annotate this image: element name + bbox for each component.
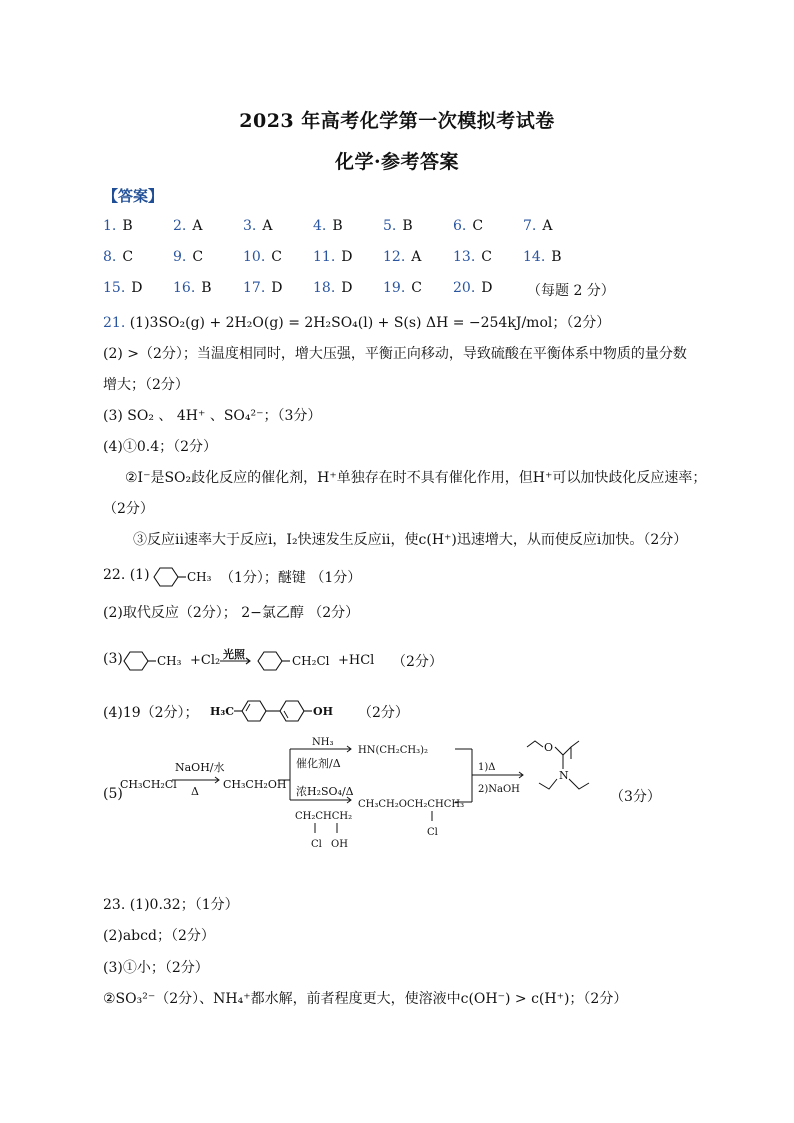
cond-heat: Δ [191, 785, 199, 798]
oh-label: OH [313, 705, 333, 718]
answers-tag: 【答案】 [103, 187, 164, 205]
mcq-answer [313, 218, 343, 234]
mcq-number: 19. [383, 280, 406, 296]
mcq-answer [173, 280, 212, 296]
mcq-answer [313, 249, 353, 265]
cond-catalyst: 催化剂/Δ [296, 757, 341, 770]
h3c-label: H₃C [210, 705, 234, 718]
mcq-answer [453, 280, 493, 296]
mcq-answer [243, 218, 272, 234]
mcq-letter: C [481, 249, 492, 265]
mcq-letter: A [262, 218, 273, 234]
chloropropanol-cl: Cl [311, 839, 322, 850]
step-naoh: 2)NaOH [478, 784, 520, 795]
mcq-answer [173, 249, 203, 265]
product-hcl: +HCl [338, 653, 375, 668]
mcq-number: 7. [523, 218, 537, 234]
light-condition: 光照 [223, 648, 245, 661]
q22-part5-score: （3分） [610, 789, 661, 805]
q22-part1-score: （1分）；醚键 （1分） [220, 570, 362, 586]
q21-equation: (1)3SO₂(g) + 2H₂O(g) = 2H₂SO₄(l) + S(s) ΔH = −254kJ/mol；（2分） [129, 315, 611, 331]
q21-part4-1: (4)①0.4；（2分） [103, 439, 218, 455]
mcq-letter: D [341, 249, 353, 265]
mcq-letter: C [411, 280, 422, 296]
q21-part2-line1: (2) >（2分）；当温度相同时，增大压强，平衡正向移动，导致硫酸在平衡体系中物质的量分数 [103, 346, 687, 362]
mcq-number: 14. [523, 249, 546, 265]
reagent-nh3: NH₃ [312, 737, 334, 748]
diethylamine: HN(CH₂CH₃)₂ [358, 745, 429, 756]
mcq-answer [523, 218, 552, 234]
mcq-number: 17. [243, 280, 266, 296]
q22-part3-prefix: (3) [103, 651, 123, 667]
q23-part3-2: ②SO₃²⁻（2分）、NH₄⁺都水解，前者程度更大，使溶液中c(OH⁻) > c(H⁺)；（2分） [103, 991, 628, 1007]
q22-part3-score: （2分） [392, 654, 443, 670]
mcq-answer [243, 249, 282, 265]
q23-part2: (2)abcd；（2分） [103, 928, 215, 944]
product-ch2cl: CH₂Cl [292, 654, 330, 668]
mcq-answer [313, 280, 353, 296]
q22-part4-score: （2分） [358, 705, 409, 721]
ethanol: CH₃CH₂OH [223, 778, 287, 791]
mcq-answer [103, 280, 143, 296]
step-heat: 1)Δ [478, 762, 496, 773]
mcq-letter: D [481, 280, 493, 296]
chloro-ether: CH₃CH₂OCH₂CHCH₃ [358, 799, 465, 810]
mcq-answer [453, 218, 483, 234]
mcq-answer [453, 249, 492, 265]
reagent-cl2: +Cl₂ [190, 653, 221, 668]
q22-part1-prefix: 22. (1) [103, 567, 150, 583]
mcq-answer [383, 218, 413, 234]
mcq-letter: A [192, 218, 203, 234]
reactant-ch3: CH₃ [157, 654, 182, 668]
mcq-answer [103, 218, 133, 234]
q21-part4-3: ③反应ii速率大于反应i，I₂快速发生反应ii，使c(H⁺)迅速增大，从而使反应i加快。（2分） [133, 532, 688, 548]
mcq-letter: C [271, 249, 282, 265]
mcq-answer [383, 249, 421, 265]
mcq-letter: D [341, 280, 353, 296]
mcq-number: 12. [383, 249, 406, 265]
product-n: N [559, 769, 569, 782]
q21-part3: (3) SO₂ 、 4H⁺ 、SO₄²⁻；（3分） [103, 408, 322, 424]
q21-part2-line2: 增大；（2分） [103, 377, 189, 393]
biphenyl-structure [210, 697, 360, 725]
q21-part1 [103, 312, 610, 332]
mcq-answer [523, 249, 562, 265]
exam-subtitle: 化学·参考答案 [334, 151, 460, 173]
q21-part4-2-score: （2分） [103, 501, 154, 517]
chloropropanol-oh: OH [331, 839, 348, 850]
mcq-number: 15. [103, 280, 126, 296]
mcq-letter: B [402, 218, 413, 234]
q23-part3: (3)①小；（2分） [103, 960, 209, 976]
mcq-number: 18. [313, 280, 336, 296]
mcq-letter: B [332, 218, 343, 234]
q23-part1: 23. (1)0.32；（1分） [103, 897, 239, 913]
mcq-number: 1. [103, 218, 117, 234]
q21-number: 21. [103, 315, 126, 331]
mcq-number: 5. [383, 218, 397, 234]
synthesis-route [115, 735, 675, 855]
product-o: O [544, 741, 554, 754]
chlorination-equation [120, 648, 420, 674]
mcq-number: 10. [243, 249, 266, 265]
mcq-letter: A [542, 218, 553, 234]
mcq-letter: A [411, 249, 422, 265]
mcq-number: 3. [243, 218, 257, 234]
mcq-number: 16. [173, 280, 196, 296]
each-score-note: （每题 2 分） [527, 283, 615, 299]
mcq-letter: B [551, 249, 562, 265]
mcq-number: 2. [173, 218, 187, 234]
start-ethyl-chloride: CH₃CH₂Cl [120, 778, 177, 791]
mcq-letter: D [131, 280, 143, 296]
mcq-number: 4. [313, 218, 327, 234]
mcq-number: 13. [453, 249, 476, 265]
mcq-letter: C [192, 249, 204, 265]
mcq-number: 6. [453, 218, 467, 234]
mcq-letter: D [271, 280, 283, 296]
mcq-number: 8. [103, 249, 117, 265]
mcq-letter: C [122, 249, 134, 265]
mcq-number: 9. [173, 249, 187, 265]
ch3-label: CH₃ [187, 570, 212, 584]
q21-part4-2: ②I⁻是SO₂歧化反应的催化剂，H⁺单独存在时不具有催化作用，但H⁺可以加快歧化反应速率； [125, 470, 707, 486]
mcq-answer [173, 218, 202, 234]
mcq-answer [243, 280, 283, 296]
q22-part4-prefix: (4)19（2分）； [103, 705, 199, 721]
q22-part2: (2)取代反应（2分）； 2−氯乙醇 （2分） [103, 605, 360, 621]
cond-naoh-water: NaOH/水 [175, 761, 225, 774]
mcq-answer [383, 280, 422, 296]
mcq-letter: C [472, 218, 484, 234]
mcq-number: 11. [313, 249, 336, 265]
exam-title: 2023 年高考化学第一次模拟考试卷 [239, 110, 555, 132]
mcq-letter: B [122, 218, 133, 234]
toluene-structure [150, 566, 220, 588]
mcq-answer [103, 249, 133, 265]
q22-part5-prefix: (5) [103, 786, 123, 802]
cond-conc-h2so4: 浓H₂SO₄/Δ [296, 785, 354, 798]
ether-cl: Cl [427, 827, 438, 838]
mcq-letter: B [201, 280, 212, 296]
mcq-number: 20. [453, 280, 476, 296]
chloropropanol: CH₂CHCH₂ [295, 811, 353, 822]
